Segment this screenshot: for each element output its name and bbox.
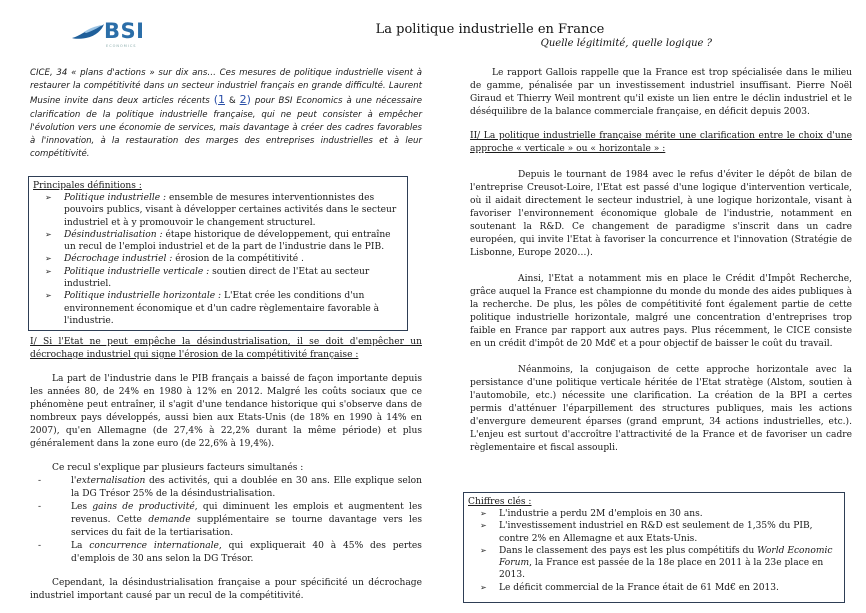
section-2-para-cir: Ainsi, l'Etat a notamment mis en place le Crédit d'Impôt Recherche, grâce auquel la France est championne du monde du monde des aides publiques à la recherche. De plus, les pôles de compétitivité font également partie de cette politique industrielle horizontale, malgré une concentration d'entreprises trop faible en France par rapport aux autres pays. Plus récemment, le CICE consiste en un crédit d'impôt de 20 Md€ et a pour objectif de baisser le coût du travail. [470,274,852,349]
section-1-para-1: La part de l'industrie dans le PIB français a baissé de façon importante depuis les années 80, de 24% en 1980 à 12% en 2012. Malgré les coûts sociaux que ce phénomène peut entraîner, il s'agit d'une tendance historique qui s'observe dans de nombreux pays développés, aussi bien aux Etats-Unis (de 18% en 1990 à 14% en 2007), qu'en Allemagne (de 27,4% à 22,2% durant la même période) et plus généralement dans la zone euro (de 22,6% à 19,4%). [30,374,422,449]
key-figures-heading: Chiffres clés : [468,497,532,507]
section-2-heading: II/ La politique industrielle française mérite une clarification entre le choix d'une approche « verticale » ou « horizontale » : [470,131,852,154]
definition-term: Politique industrielle verticale : [64,266,210,277]
key-figures-box [463,492,845,603]
document-title: La politique industrielle en France [375,22,605,37]
key-figure-item: ➢ Dans le classement des pays est les plus compétitifs du World Economic Forum, la France est passée de la 18e place en 2011 à la 23e place en 2013. [480,545,833,581]
arrow-bullet-icon: ➢ [480,509,487,518]
factor-item: - l'externalisation des activités, qui a doublée en 30 ans. Elle explique selon la DG Trésor 25% de la désindustrialisation. [38,476,422,499]
article-link-1[interactable]: 1 [218,93,225,107]
factor-item: - Les gains de productivité, qui diminuent les emplois et augmentent les revenus. Cette demande supplémentaire se tourne davantage vers les services du fait de la tertiarisation. [38,502,422,538]
intro-paragraph: CICE, 34 « plans d'actions » sur dix ans… Ces mesures de politique industrielle visent à restaurer la compétitivité dans un secteur industriel français en grande difficulté. Laurent Musine invite dans deux articles récents (1 & 2) pour BSI Economics à une nécessaire clarification de la politique industrielle française, qui ne peut consister à empêcher l'évolution vers une économie de services, mais davantage à créer des cadres favorables à l'innovation, à la restauration des marges des entreprises industrielles et à leur compétitivité. [30,68,423,160]
definition-item [45,229,401,254]
article-link-2[interactable]: 2 [239,93,247,107]
arrow-bullet-icon: ➢ [480,521,487,531]
section-2-para-1984: Depuis le tournant de 1984 avec le refus d'éviter le dépôt de bilan de l'entreprise Creusot-Loire, l'Etat est passé d'une logique d'intervention verticale, où il aidait directement le secteur industriel, à une logique horizontale, visant à favoriser l'environnement économique globale de l'industrie, notamment en soutenant la R&D. Ce changement de paradigme s'inscrit dans un cadre européen, qui invite l'Etat à favoriser la concurrence et l'innovation (Stratégie de Lisbonne, Europe 2020…). [470,170,852,258]
logo-text: BSI [104,19,145,43]
definition-item [45,266,401,291]
section-1-heading: I/ Si l'Etat ne peut empêche la désindustrialisation, il se doit d'empêcher un décrochage industriel qui signe l'érosion de la compétitivité française : [30,337,422,360]
bsi-logo [72,18,152,48]
arrow-bullet-icon: ➢ [480,582,487,592]
intro-text: CICE, 34 « plans d'actions » sur dix ans… Ces mesures de politique industrielle visent à restaurer la compétitivité dans un secteur industriel français en grande difficulté. Laurent Musine invite dans deux articles récents [30,68,422,107]
section-2-para-neanmoins: Néanmoins, la conjugaison de cette approche horizontale avec la persistance d'une politique verticale héritée de l'Etat stratège (Alstom, soutien à l'automobile, etc.) nécessite une clarification. La création de la BPI a certes permis d'atténuer l'éparpillement des structures publiques, mais les actions d'envergure demeurent éparses (grand emprunt, 34 actions industrielles, etc.). L'enjeu est surtout d'accroître l'attractivité de la France et de favoriser un cadre règlementaire et fiscal assoupli. [470,365,852,453]
section-1-para-2: Ce recul s'explique par plusieurs facteurs simultanés : [52,463,304,473]
factors-list [30,475,422,566]
definition-term: Politique industrielle : [64,193,167,203]
definitions-list [29,192,407,327]
definition-item [45,192,401,229]
arrow-bullet-icon: ➢ [45,193,52,202]
factor-item: - La concurrence internationale, qui expliquerait 40 à 45% des pertes d'emplois de 30 ans selon la DG Trésor. [38,541,422,564]
right-column [470,67,852,455]
definition-item [45,290,401,327]
key-figures-list [464,508,844,594]
key-figure-item: ➢ L'industrie a perdu 2M d'emplois en 30 ans. [480,509,703,519]
section-1-para-3: Cependant, la désindustrialisation française a pour spécificité un décrochage industriel important causé par un recul de la compétitivité. [30,578,422,601]
definition-text: L'Etat crée les conditions d'un environnement économique et d'un cadre règlementaire favorable à l'industrie. [64,291,380,326]
section-1 [30,336,422,603]
arrow-bullet-icon: ➢ [45,266,52,276]
ampersand: & [225,96,240,107]
definition-term: Désindustrialisation : [64,229,163,240]
arrow-bullet-icon: ➢ [45,254,52,264]
definitions-heading: Principales définitions : [33,181,142,191]
key-figure-item: ➢ L'investissement industriel en R&D est seulement de 1,35% du PIB, contre 2% en Allemagne et aux Etats-Unis. [480,521,813,544]
document-subtitle: Quelle légitimité, quelle logique ? [540,38,712,49]
definition-text: ensemble de mesures interventionnistes des pouvoirs publics, visant à développer certaines activités dans le secteur industriel et à y promouvoir le changement structurel. [64,193,397,228]
definition-text: érosion de la compétitivité . [172,254,304,265]
arrow-bullet-icon: ➢ [45,291,52,301]
arrow-bullet-icon: ➢ [480,545,487,555]
definition-text: soutien direct de l'Etat au secteur industriel. [64,266,370,290]
key-figure-item: ➢ Le déficit commercial de la France était de 61 Md€ en 2013. [480,582,779,593]
definition-item [45,253,401,265]
definitions-box [28,176,408,331]
arrow-bullet-icon: ➢ [45,229,52,239]
definition-term: Politique industrielle horizontale : [64,291,222,302]
definition-text: étape historique de développement, qui entraîne un recul de l'emploi industriel et de la part de l'industrie dans le PIB. [64,229,391,253]
definition-term: Décrochage industriel : [64,254,173,265]
gallois-paragraph: Le rapport Gallois rappelle que la France est trop spécialisée dans le milieu de gamme, pénalisée par un investissement industriel insuffisant. Pierre Noël Giraud et Thierry Weil montrent qu'il existe un lien entre le déclin industriel et le déséquilibre de la balance commerciale française, en déficit depuis 2003. [470,68,852,117]
intro-text-end: pour BSI Economics à une nécessaire clarification de la politique industrielle française, qui ne peut consister à empêcher l'évolution vers une économie de services, mais davantage à créer des cadres favorables à l'innovation, à la restauration des marges des entreprises industrielles et à leur compétitivité. [30,96,423,160]
logo-subtext: ECONOMICS [106,44,137,48]
hand-swoosh-icon [72,24,104,40]
